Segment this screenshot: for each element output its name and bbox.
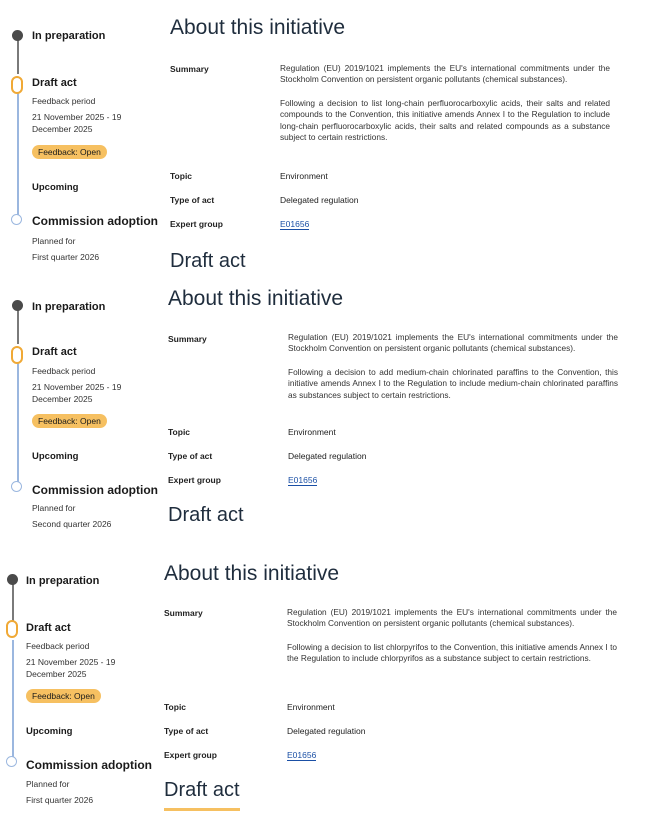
section-divider xyxy=(164,808,240,811)
stage-commission-adoption: Commission adoption xyxy=(32,483,158,497)
type-of-act-label: Type of act xyxy=(168,451,213,461)
topic-value: Environment xyxy=(288,427,336,437)
stage-in-preparation: In preparation xyxy=(32,301,106,313)
timeline-line xyxy=(17,362,19,482)
timeline-line xyxy=(17,36,19,74)
expert-group-link[interactable]: E01656 xyxy=(287,750,317,760)
topic-label: Topic xyxy=(168,427,191,437)
stage-upcoming: Upcoming xyxy=(26,726,73,737)
expert-group-label: Expert group xyxy=(164,750,217,760)
stage-upcoming: Upcoming xyxy=(32,451,79,462)
summary-paragraph-1: Regulation (EU) 2019/1021 implements the EU's international commitments under the Stockholm Convention on persistent organic pollutants (chemical substances). xyxy=(288,332,618,354)
summary-paragraph-2: Following a decision to list long-chain perfluorocarboxylic acids, their salts and related compounds to the Convention, this initiative amends Annex I to the Regulation to include long-chain perfluorocarboxylic acids, their salts and related compounds as a substance subject to certain restrictions. xyxy=(280,98,610,143)
timeline-line xyxy=(17,306,19,344)
completed-step-icon xyxy=(7,574,18,585)
expert-group-label: Expert group xyxy=(168,475,221,485)
stage-draft-act: Draft act xyxy=(32,77,77,89)
stage-draft-act: Draft act xyxy=(26,622,71,634)
summary-label: Summary xyxy=(168,334,207,344)
topic-value: Environment xyxy=(280,171,328,181)
planned-for-label: Planned for xyxy=(32,503,76,513)
feedback-status-badge[interactable]: Feedback: Open xyxy=(26,689,101,703)
type-of-act-value: Delegated regulation xyxy=(280,195,359,205)
feedback-status-badge[interactable]: Feedback: Open xyxy=(32,145,107,159)
feedback-period-label: Feedback period xyxy=(26,641,90,651)
summary-paragraph-1: Regulation (EU) 2019/1021 implements the EU's international commitments under the Stockholm Convention on persistent organic pollutants (chemical substances). xyxy=(287,607,617,629)
feedback-dates: 21 November 2025 - 19 December 2025 xyxy=(32,112,122,134)
upcoming-step-icon xyxy=(11,481,22,492)
timeline-line xyxy=(12,584,14,622)
timeline xyxy=(0,550,160,820)
summary-paragraph-2: Following a decision to list chlorpyrifos to the Convention, this initiative amends Annex I to the Regulation to include chlorpyrifos as a substance subject to certain restrictions. xyxy=(287,642,617,664)
summary-label: Summary xyxy=(170,64,209,74)
completed-step-icon xyxy=(12,300,23,311)
planned-quarter: First quarter 2026 xyxy=(32,252,100,262)
feedback-dates: 21 November 2025 - 19 December 2025 xyxy=(32,382,122,404)
initiative-panel-1 xyxy=(0,0,658,272)
draft-act-heading: Draft act xyxy=(170,250,246,272)
timeline xyxy=(0,272,160,550)
about-heading: About this initiative xyxy=(170,16,346,39)
current-step-icon xyxy=(11,76,23,94)
expert-group-link[interactable]: E01656 xyxy=(288,475,318,485)
planned-quarter: Second quarter 2026 xyxy=(32,519,112,529)
feedback-dates: 21 November 2025 - 19 December 2025 xyxy=(26,657,116,679)
feedback-status-badge[interactable]: Feedback: Open xyxy=(32,414,107,428)
expert-group-link[interactable]: E01656 xyxy=(280,219,310,229)
current-step-icon xyxy=(6,620,18,638)
summary-paragraph-2: Following a decision to add medium-chain chlorinated paraffins to the Convention, this initiative amends Annex I to the Regulation to include medium-chain chlorinated paraffins as substances subject to certain restrictions. xyxy=(288,367,618,400)
timeline-line xyxy=(12,640,14,758)
planned-for-label: Planned for xyxy=(32,236,76,246)
about-heading: About this initiative xyxy=(168,287,344,310)
type-of-act-label: Type of act xyxy=(170,195,215,205)
summary-label: Summary xyxy=(164,608,203,618)
planned-quarter: First quarter 2026 xyxy=(26,795,94,805)
stage-in-preparation: In preparation xyxy=(32,30,106,42)
planned-for-label: Planned for xyxy=(26,779,70,789)
type-of-act-label: Type of act xyxy=(164,726,209,736)
stage-draft-act: Draft act xyxy=(32,346,77,358)
feedback-period-label: Feedback period xyxy=(32,366,96,376)
summary-paragraph-1: Regulation (EU) 2019/1021 implements the EU's international commitments under the Stockholm Convention on persistent organic pollutants (chemical substances). xyxy=(280,63,610,85)
feedback-period-label: Feedback period xyxy=(32,96,96,106)
type-of-act-value: Delegated regulation xyxy=(287,726,366,736)
initiative-panel-3 xyxy=(0,550,658,820)
timeline-line xyxy=(17,92,19,216)
stage-commission-adoption: Commission adoption xyxy=(32,214,158,228)
expert-group-label: Expert group xyxy=(170,219,223,229)
draft-act-heading: Draft act xyxy=(164,779,240,801)
topic-value: Environment xyxy=(287,702,335,712)
upcoming-step-icon xyxy=(11,214,22,225)
stage-in-preparation: In preparation xyxy=(26,575,100,587)
about-heading: About this initiative xyxy=(164,562,340,585)
initiative-panel-2 xyxy=(0,272,658,550)
stage-upcoming: Upcoming xyxy=(32,182,79,193)
topic-label: Topic xyxy=(170,171,193,181)
upcoming-step-icon xyxy=(6,756,17,767)
draft-act-heading: Draft act xyxy=(168,504,244,526)
type-of-act-value: Delegated regulation xyxy=(288,451,367,461)
timeline xyxy=(0,0,160,272)
topic-label: Topic xyxy=(164,702,187,712)
stage-commission-adoption: Commission adoption xyxy=(26,758,152,772)
current-step-icon xyxy=(11,346,23,364)
completed-step-icon xyxy=(12,30,23,41)
